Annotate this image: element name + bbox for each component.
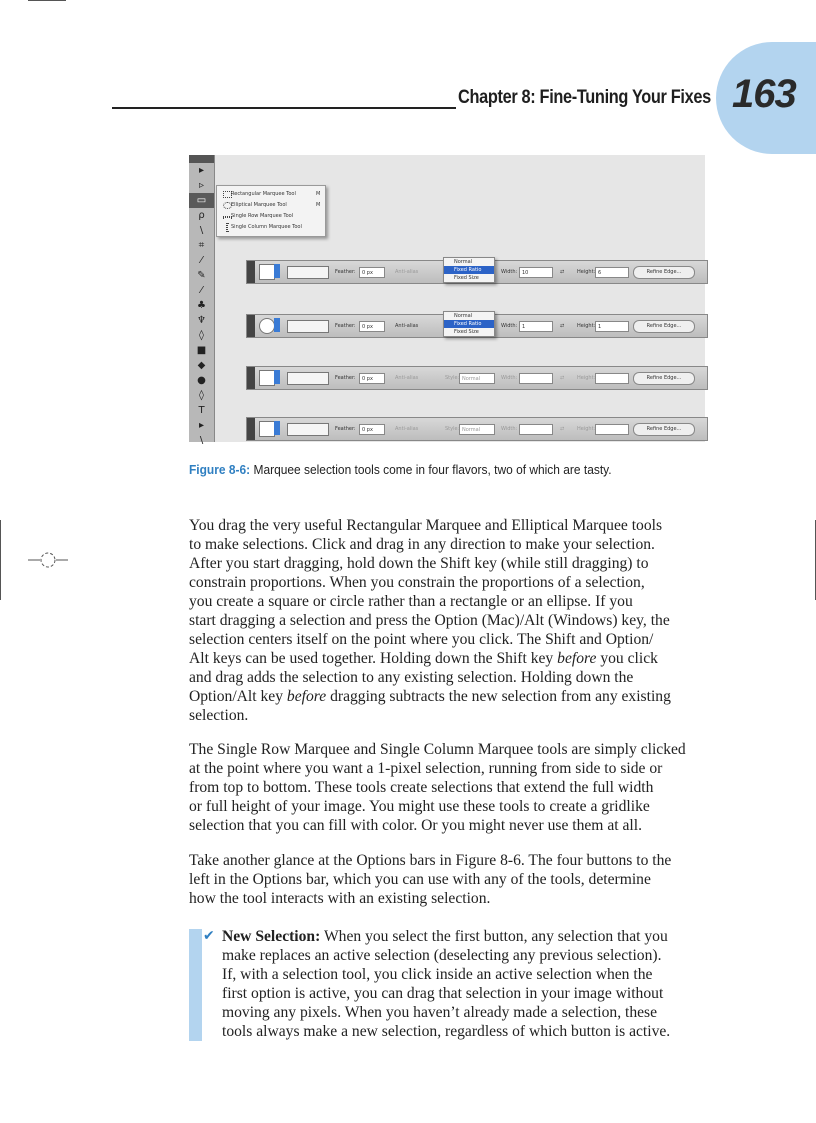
- tool-preset-ellipse-icon[interactable]: [259, 318, 275, 334]
- height-label: Height:: [577, 375, 596, 381]
- options-bar-single-row: [246, 366, 708, 390]
- height-input: [595, 424, 629, 435]
- text-line: from top to bottom. These tools create selections that extend the full width: [189, 779, 654, 796]
- paragraph-marquee-usage: [189, 516, 729, 725]
- bullet-new-selection: [222, 927, 722, 1041]
- tool-preset-dropdown[interactable]: [274, 421, 280, 435]
- selection-mode-buttons[interactable]: [287, 372, 329, 385]
- style-dropdown-menu: [443, 311, 495, 337]
- style-select: Normal: [459, 424, 495, 435]
- text-line: to make selections. Click and drag in any direction to make your selection.: [189, 536, 655, 553]
- options-bar-grip[interactable]: [247, 367, 255, 389]
- anti-alias-checkbox[interactable]: Anti-alias: [395, 269, 419, 275]
- swap-icon[interactable]: ⇄: [560, 323, 565, 329]
- text-line: selection.: [189, 707, 249, 724]
- tool-preset-single-row-icon[interactable]: [259, 370, 275, 386]
- checkmark-icon: ✔: [203, 928, 215, 944]
- text-line: start dragging a selection and press the Option (Mac)/Alt (Windows) key, the: [189, 612, 670, 629]
- swap-icon: ⇄: [560, 426, 565, 432]
- eyedropper-tool-icon[interactable]: ⁄: [200, 255, 203, 266]
- style-option[interactable]: Normal: [454, 313, 473, 319]
- tool-preset-dropdown[interactable]: [274, 370, 280, 384]
- text-line: or full height of your image. You might use these tools to create a gridlike: [189, 798, 650, 815]
- refine-edge-button[interactable]: Refine Edge...: [633, 423, 695, 436]
- tool-preset-single-column-icon[interactable]: [259, 421, 275, 437]
- width-label: Width:: [501, 323, 518, 329]
- paragraph-options-bar: [189, 851, 729, 908]
- text-line: If, with a selection tool, you click inside an active selection when the: [222, 966, 653, 983]
- figure-caption-label: Figure 8-6:: [189, 462, 251, 477]
- width-input: [519, 424, 553, 435]
- style-dropdown-menu: [443, 257, 495, 283]
- text-line: selection that you can fill with color. Or you might never use them at all.: [189, 817, 642, 834]
- text-line: selection centers itself on the point where you click. The Shift and Option/: [189, 631, 654, 648]
- text-line: first option is active, you can drag that selection in your image without: [222, 985, 664, 1002]
- figure-caption: [189, 462, 612, 477]
- marquee-tool-icon[interactable]: ▭: [189, 193, 214, 208]
- feather-input[interactable]: 0 px: [359, 373, 385, 384]
- paragraph-single-row-column: [189, 740, 729, 835]
- style-option[interactable]: Fixed Size: [454, 275, 479, 281]
- tool-preset-dropdown[interactable]: [274, 264, 280, 278]
- selection-mode-buttons[interactable]: [287, 320, 329, 333]
- style-select: Normal: [459, 373, 495, 384]
- feather-input[interactable]: 0 px: [359, 267, 385, 278]
- crop-mark-top: [28, 0, 66, 1]
- registration-mark-icon: [28, 548, 68, 572]
- options-bar-grip[interactable]: [247, 261, 255, 283]
- feather-label: Feather:: [335, 323, 356, 329]
- text-line: Take another glance at the Options bars in Figure 8-6. The four buttons to the: [189, 852, 672, 869]
- flyout-item-elliptical[interactable]: Elliptical Marquee Tool: [231, 202, 287, 208]
- width-input[interactable]: 1: [519, 321, 553, 332]
- options-bar-grip[interactable]: [247, 315, 255, 337]
- refine-edge-button[interactable]: Refine Edge...: [633, 266, 695, 279]
- feather-label: Feather:: [335, 426, 356, 432]
- style-option[interactable]: Normal: [454, 259, 473, 265]
- tool-preset-rectangle-icon[interactable]: [259, 264, 275, 280]
- width-label: Width:: [501, 269, 518, 275]
- height-label: Height:: [577, 426, 596, 432]
- bullet-sidebar: [189, 929, 202, 1041]
- text-line: You drag the very useful Rectangular Marquee and Elliptical Marquee tools: [189, 517, 663, 534]
- text-line: Option/Alt key before dragging subtracts the new selection from any existing: [189, 688, 671, 705]
- text-line: how the tool interacts with an existing selection.: [189, 890, 491, 907]
- page-number: 163: [732, 72, 796, 116]
- figure-caption-text: Marquee selection tools come in four flavors, two of which are tasty.: [253, 462, 612, 477]
- line-tool-icon[interactable]: \: [199, 435, 204, 446]
- flyout-item-single-row[interactable]: Single Row Marquee Tool: [231, 213, 294, 219]
- text-line: tools always make a new selection, regardless of which button is active.: [222, 1023, 671, 1040]
- marquee-flyout-menu: [216, 185, 326, 237]
- pen-tool-icon[interactable]: ◊: [199, 390, 204, 401]
- dodge-tool-icon[interactable]: ●: [197, 375, 206, 386]
- healing-brush-tool-icon[interactable]: ✎: [197, 270, 206, 281]
- lasso-tool-icon[interactable]: ρ: [198, 210, 205, 221]
- text-line: you create a square or circle rather than a rectangle or an ellipse. If you: [189, 593, 633, 610]
- width-label: Width:: [501, 426, 518, 432]
- anti-alias-checkbox: Anti-alias: [395, 375, 419, 381]
- feather-input[interactable]: 0 px: [359, 424, 385, 435]
- width-input[interactable]: 10: [519, 267, 553, 278]
- tools-panel-titlebar: [189, 155, 214, 163]
- gradient-tool-icon[interactable]: ■: [196, 345, 207, 356]
- text-line: Alt keys can be used together. Holding down the Shift key before you click: [189, 650, 658, 667]
- swap-icon: ⇄: [560, 375, 565, 381]
- figure-screenshot: [189, 155, 705, 446]
- single-column-marquee-icon: [226, 223, 228, 232]
- height-label: Height:: [577, 323, 596, 329]
- bullet-term: New Selection:: [222, 928, 321, 945]
- style-option-selected[interactable]: Fixed Ratio: [444, 266, 494, 274]
- tool-preset-dropdown[interactable]: [274, 318, 280, 332]
- height-label: Height:: [577, 269, 596, 275]
- flyout-shortcut: M: [316, 202, 321, 208]
- height-input[interactable]: 6: [595, 267, 629, 278]
- text-line: make replaces an active selection (deselecting any previous selection).: [222, 947, 662, 964]
- width-label: Width:: [501, 375, 518, 381]
- path-selection-tool-icon[interactable]: ▸: [198, 420, 205, 431]
- style-option[interactable]: Fixed Size: [454, 329, 479, 335]
- height-input: [595, 373, 629, 384]
- flyout-shortcut: M: [316, 191, 321, 197]
- tools-panel: [189, 155, 215, 446]
- style-label: Style:: [445, 426, 460, 432]
- options-bar-single-column: [246, 417, 708, 441]
- refine-edge-button[interactable]: Refine Edge...: [633, 372, 695, 385]
- brush-tool-icon[interactable]: ⁄: [200, 285, 203, 296]
- text-line: New Selection: When you select the first button, any selection that you: [222, 928, 668, 945]
- type-tool-icon[interactable]: T: [198, 405, 205, 416]
- selection-mode-buttons[interactable]: [287, 423, 329, 436]
- flyout-item-rectangular[interactable]: Rectangular Marquee Tool: [231, 191, 296, 197]
- blur-tool-icon[interactable]: ◆: [197, 360, 206, 371]
- crop-tool-icon[interactable]: ⌗: [198, 240, 205, 251]
- crop-mark-left: [0, 520, 1, 600]
- height-input[interactable]: 1: [595, 321, 629, 332]
- text-line: and drag adds the selection to any existing selection. Holding down the: [189, 669, 634, 686]
- text-line: constrain proportions. When you constrain the proportions of a selection,: [189, 574, 645, 591]
- anti-alias-checkbox[interactable]: Anti-alias: [395, 323, 419, 329]
- history-brush-tool-icon[interactable]: ♆: [197, 315, 206, 326]
- text-line: moving any pixels. When you haven’t already made a selection, these: [222, 1004, 658, 1021]
- selection-mode-buttons[interactable]: [287, 266, 329, 279]
- eraser-tool-icon[interactable]: ◊: [199, 330, 204, 341]
- style-option-selected[interactable]: Fixed Ratio: [444, 320, 494, 328]
- text-line: After you start dragging, hold down the Shift key (while still dragging) to: [189, 555, 649, 572]
- options-bar-grip[interactable]: [247, 418, 255, 440]
- magic-wand-tool-icon[interactable]: \: [199, 225, 204, 236]
- width-input: [519, 373, 553, 384]
- artboard-tool-icon[interactable]: ▹: [198, 180, 205, 191]
- text-line: left in the Options bar, which you can use with any of the tools, determine: [189, 871, 651, 888]
- feather-input[interactable]: 0 px: [359, 321, 385, 332]
- text-line: at the point where you want a 1-pixel selection, running from side to side or: [189, 760, 663, 777]
- feather-label: Feather:: [335, 375, 356, 381]
- header-rule: [112, 107, 456, 109]
- clone-stamp-tool-icon[interactable]: ♣: [197, 300, 206, 311]
- swap-icon[interactable]: ⇄: [560, 269, 565, 275]
- flyout-item-single-column[interactable]: Single Column Marquee Tool: [231, 224, 302, 230]
- chapter-title: Chapter 8: Fine-Tuning Your Fixes: [458, 87, 711, 108]
- refine-edge-button[interactable]: Refine Edge...: [633, 320, 695, 333]
- anti-alias-checkbox: Anti-alias: [395, 426, 419, 432]
- move-tool-icon[interactable]: ▸: [198, 165, 205, 176]
- style-label: Style:: [445, 375, 460, 381]
- feather-label: Feather:: [335, 269, 356, 275]
- text-line: The Single Row Marquee and Single Column Marquee tools are simply clicked: [189, 741, 686, 758]
